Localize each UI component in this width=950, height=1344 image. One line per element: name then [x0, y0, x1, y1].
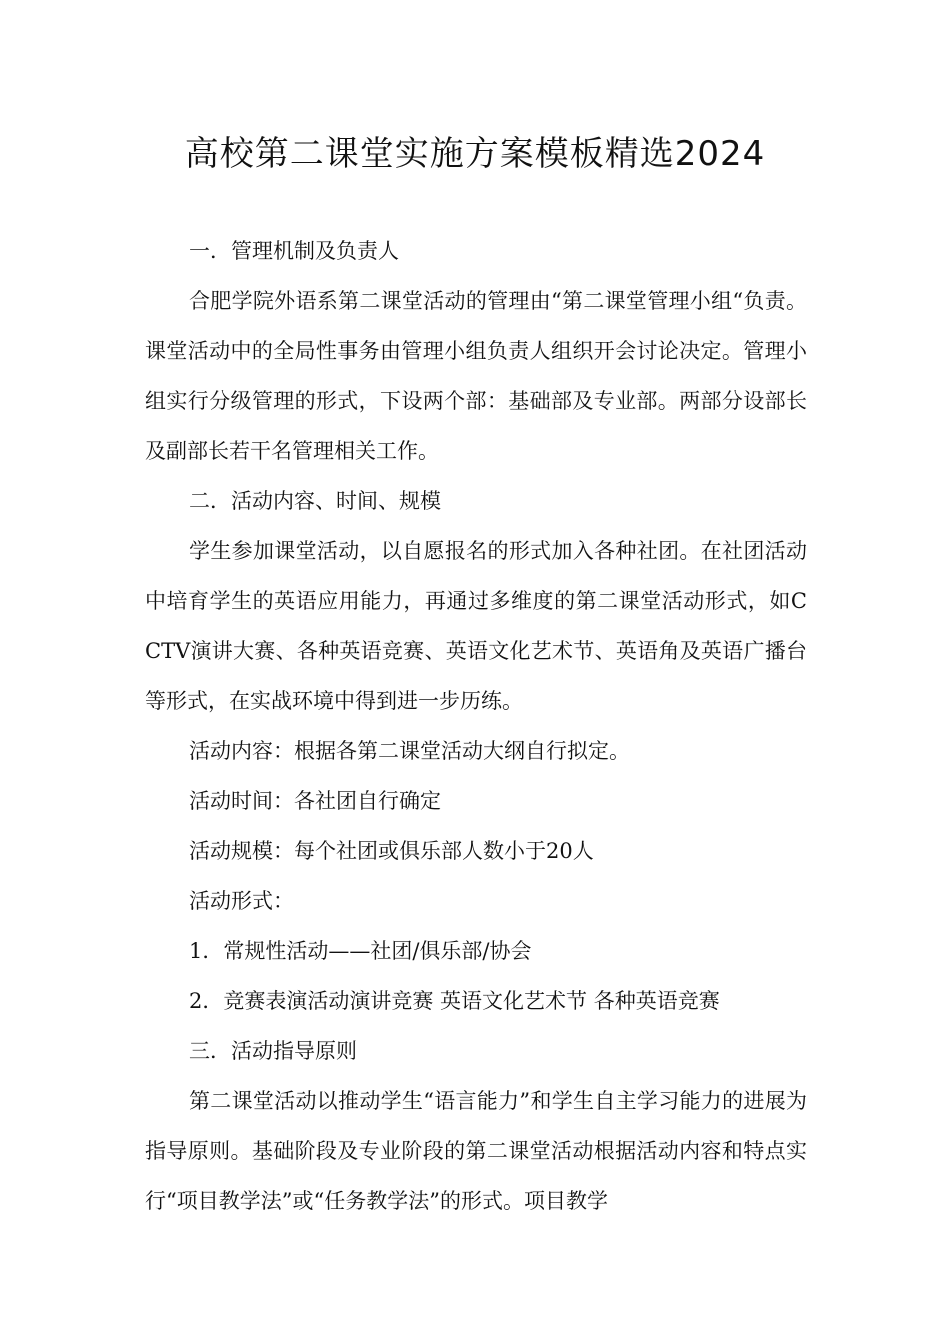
- list-item-1: 1．常规性活动——社团/俱乐部/协会: [189, 939, 532, 963]
- paragraph-principles: 第二课堂活动以推动学生“语言能力”和学生自主学习能力的进展为指导原则。基础阶段及专业阶段的第二课堂活动根据活动内容和特点实行“项目教学法”或“任务教学法”的形式。项目教学: [145, 1089, 807, 1213]
- section-heading-1: 一．管理机制及负责人: [189, 239, 399, 263]
- paragraph-management: 合肥学院外语系第二课堂活动的管理由“第二课堂管理小组“负责。课堂活动中的全局性事务由管理小组负责人组织开会讨论决定。管理小组实行分级管理的形式，下设两个部：基础部及专业部。两部分设部长及副部长若干名管理相关工作。: [145, 289, 807, 463]
- activity-form-line: 活动形式：: [189, 889, 294, 913]
- list-item-2: 2．竞赛表演活动演讲竞赛 英语文化艺术节 各种英语竞赛: [189, 989, 720, 1013]
- document-title: 高校第二课堂实施方案模板精选2024: [184, 134, 766, 174]
- section-heading-3: 三．活动指导原则: [189, 1039, 357, 1063]
- document-body: [145, 226, 807, 1226]
- section-heading-2: 二．活动内容、时间、规模: [189, 489, 441, 513]
- activity-scale-line: 活动规模：每个社团或俱乐部人数小于20人: [189, 839, 594, 863]
- paragraph-activities: 学生参加课堂活动，以自愿报名的形式加入各种社团。在社团活动中培育学生的英语应用能力，再通过多维度的第二课堂活动形式，如CCTV演讲大赛、各种英语竞赛、英语文化艺术节、英语角及英语广播台等形式，在实战环境中得到进一步历练。: [145, 539, 807, 713]
- activity-time-line: 活动时间：各社团自行确定: [189, 789, 441, 813]
- activity-content-line: 活动内容：根据各第二课堂活动大纲自行拟定。: [189, 739, 630, 763]
